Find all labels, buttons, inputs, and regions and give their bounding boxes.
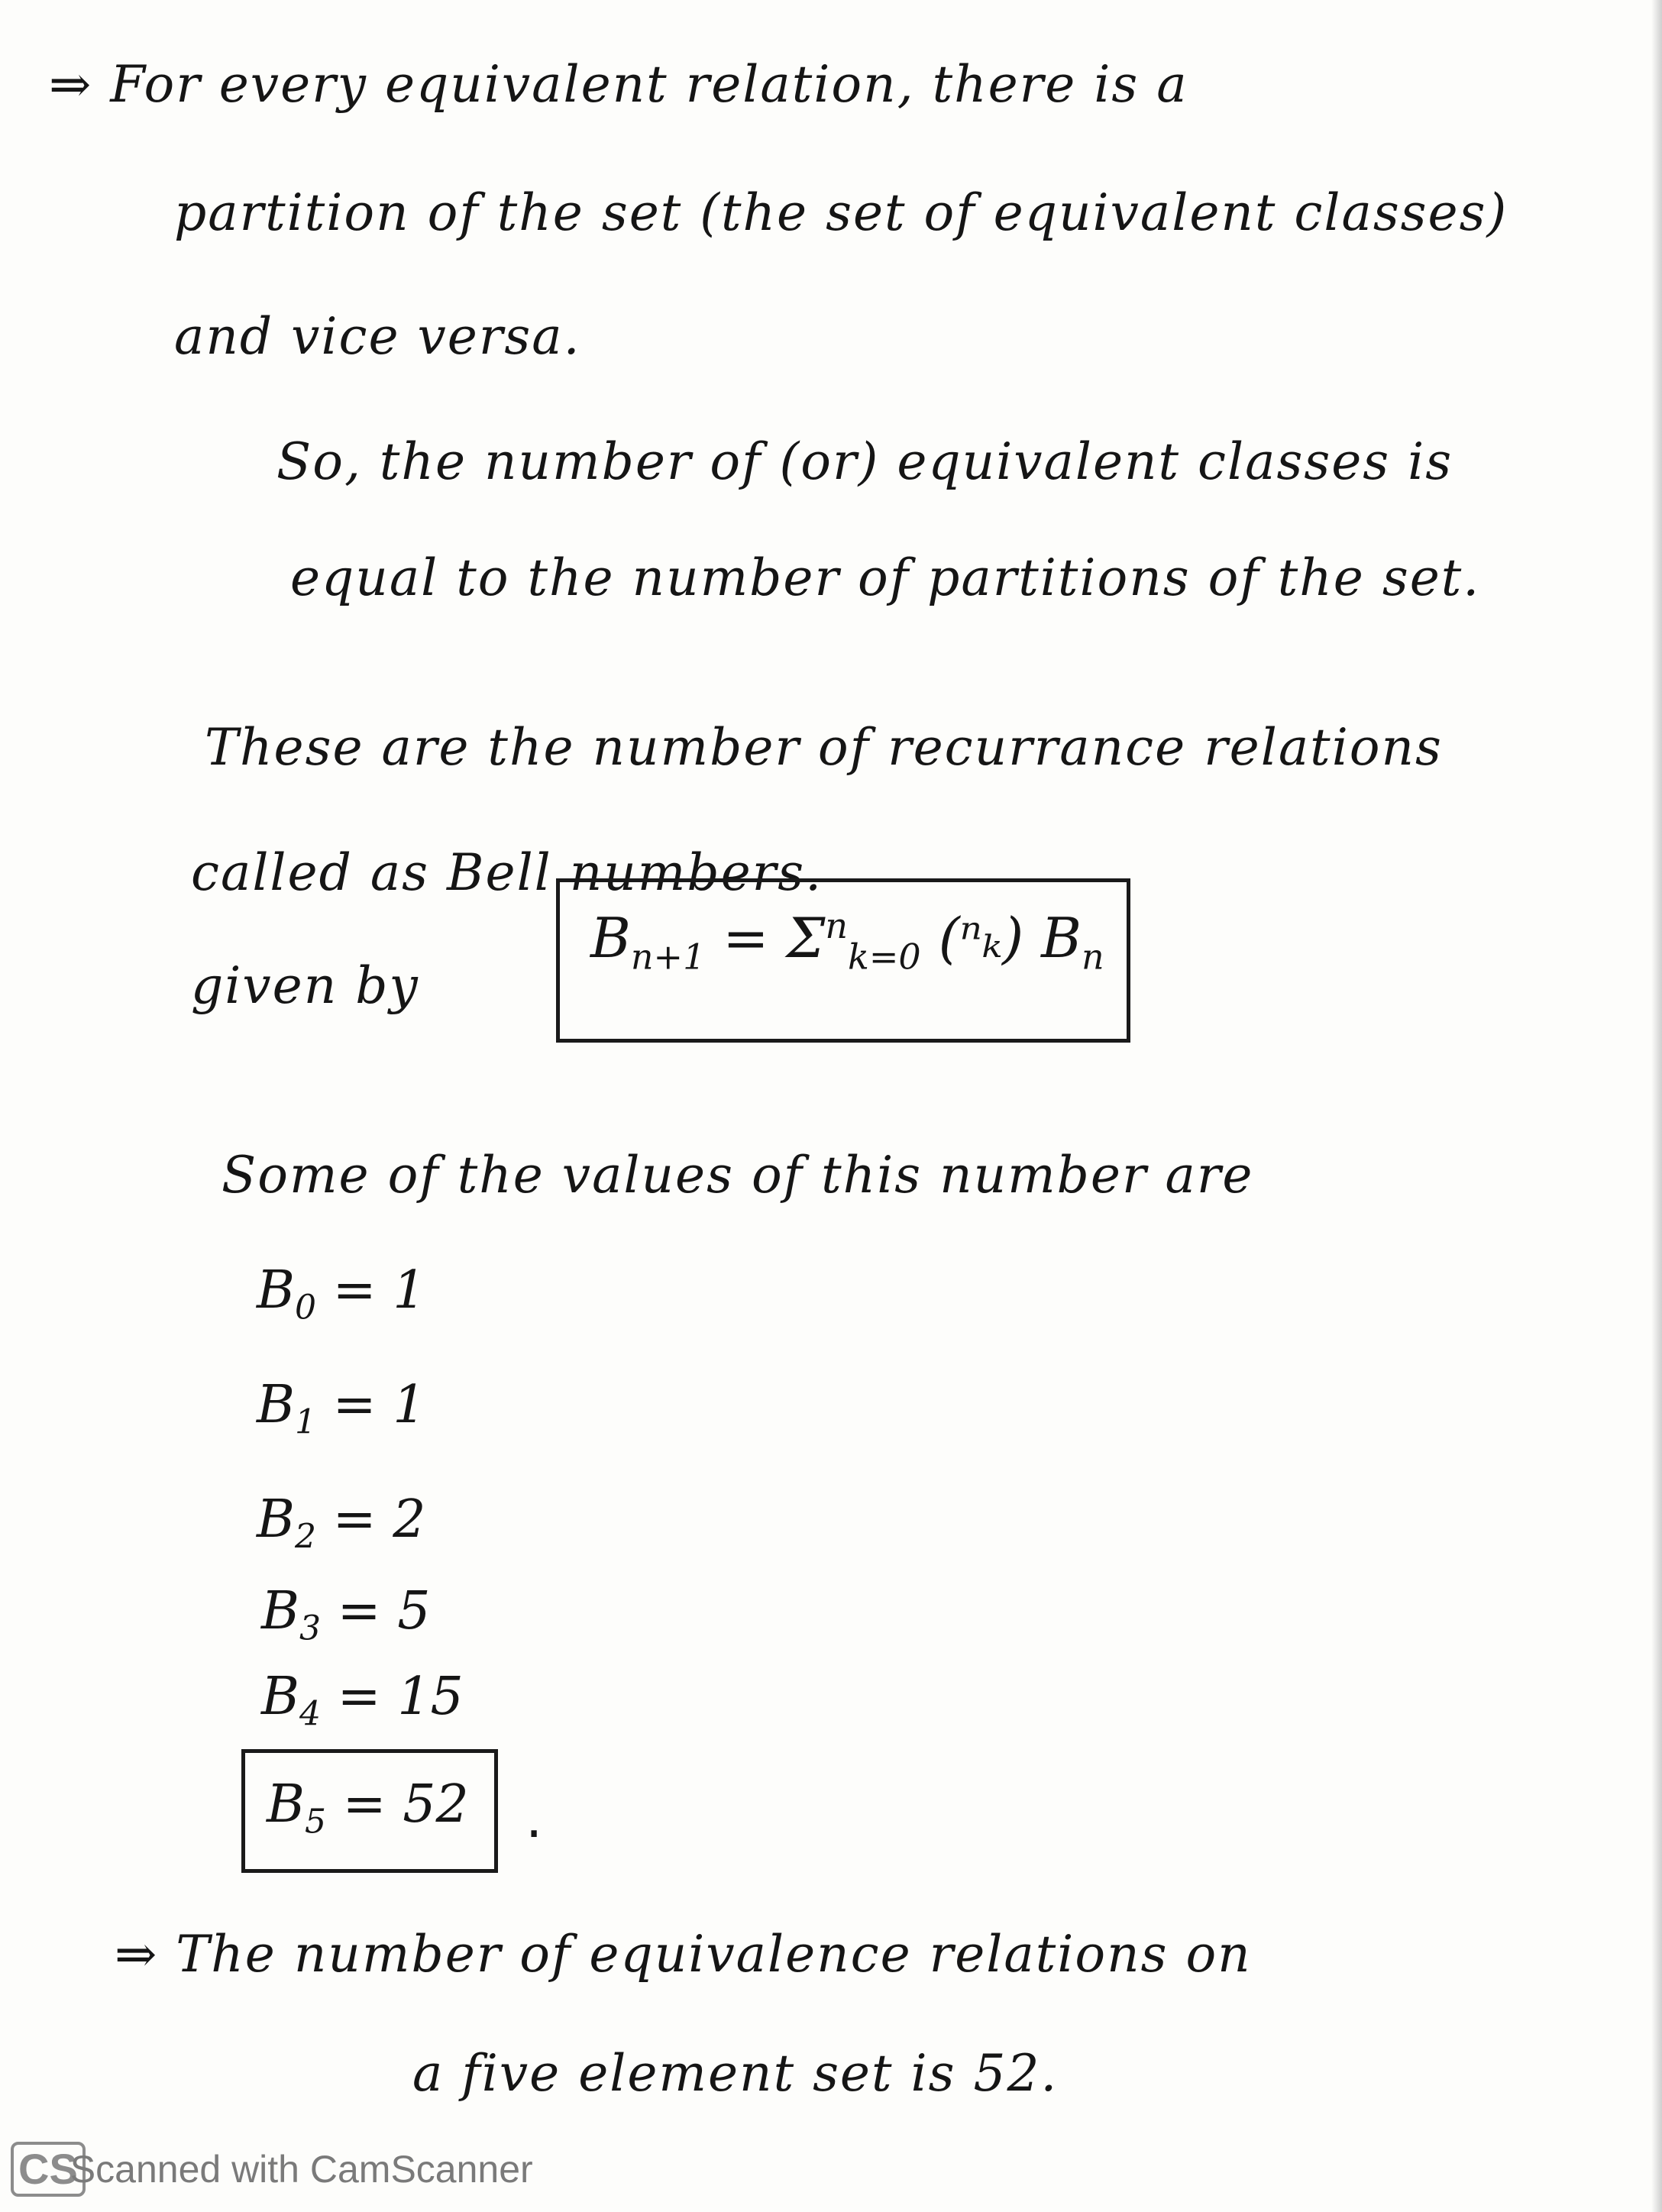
bell-value-b4: $B_4 = 15$: [261, 1667, 464, 1734]
bell-recurrence-formula-box: [556, 878, 1130, 1043]
paragraph2-line2: equal to the number of partitions of the set.: [290, 548, 1481, 607]
page-edge-shadow: [1651, 0, 1662, 2212]
paragraph1-line2: partition of the set (the set of equivalent classes): [174, 183, 1508, 242]
paragraph2-line1: So, the number of (or) equivalent classes is: [276, 432, 1453, 491]
camscanner-logo: CS: [11, 2142, 86, 2197]
camscanner-watermark: [11, 2135, 533, 2204]
formula-lhs-subscript: n+1: [630, 936, 706, 978]
paragraph1-line3: and vice versa.: [174, 307, 581, 366]
bell-value-b1: $B_1 = 1$: [257, 1375, 426, 1442]
formula-sigma-upper: n: [825, 905, 849, 946]
period-mark: .: [525, 1787, 543, 1850]
bell-value-b0: $B_0 = 1$: [257, 1260, 426, 1328]
bell-recurrence-formula: [590, 905, 1104, 977]
formula-term: B: [1041, 906, 1082, 970]
paragraph3-line2: called as Bell numbers.: [191, 843, 823, 902]
formula-lhs: B: [590, 906, 631, 970]
answer-box: [241, 1749, 498, 1873]
formula-term-subscript: n: [1082, 936, 1104, 978]
formula-sigma: Σ: [786, 906, 826, 970]
values-intro: Some of the values of this number are: [221, 1146, 1254, 1205]
formula-equals: =: [723, 906, 769, 970]
formula-sigma-lower: k=0: [848, 936, 921, 978]
conclusion-line1: ⇒ The number of equivalence relations on: [115, 1925, 1252, 1984]
paragraph3-line1: These are the number of recurrance relations: [205, 718, 1443, 777]
bell-value-b5: $B_5 = 52$: [267, 1774, 469, 1842]
bell-value-b3: $B_3 = 5$: [261, 1581, 431, 1648]
bell-value-b2: $B_2 = 2$: [257, 1489, 426, 1557]
paragraph1-line1: ⇒ For every equivalent relation, there is a: [49, 55, 1188, 114]
paragraph3-given-by: given by: [191, 956, 419, 1015]
camscanner-text: Scanned with CamScanner: [70, 2148, 533, 2191]
conclusion-line2: a five element set is 52.: [412, 2044, 1059, 2103]
formula-binomial: (ⁿₖ): [938, 906, 1024, 970]
